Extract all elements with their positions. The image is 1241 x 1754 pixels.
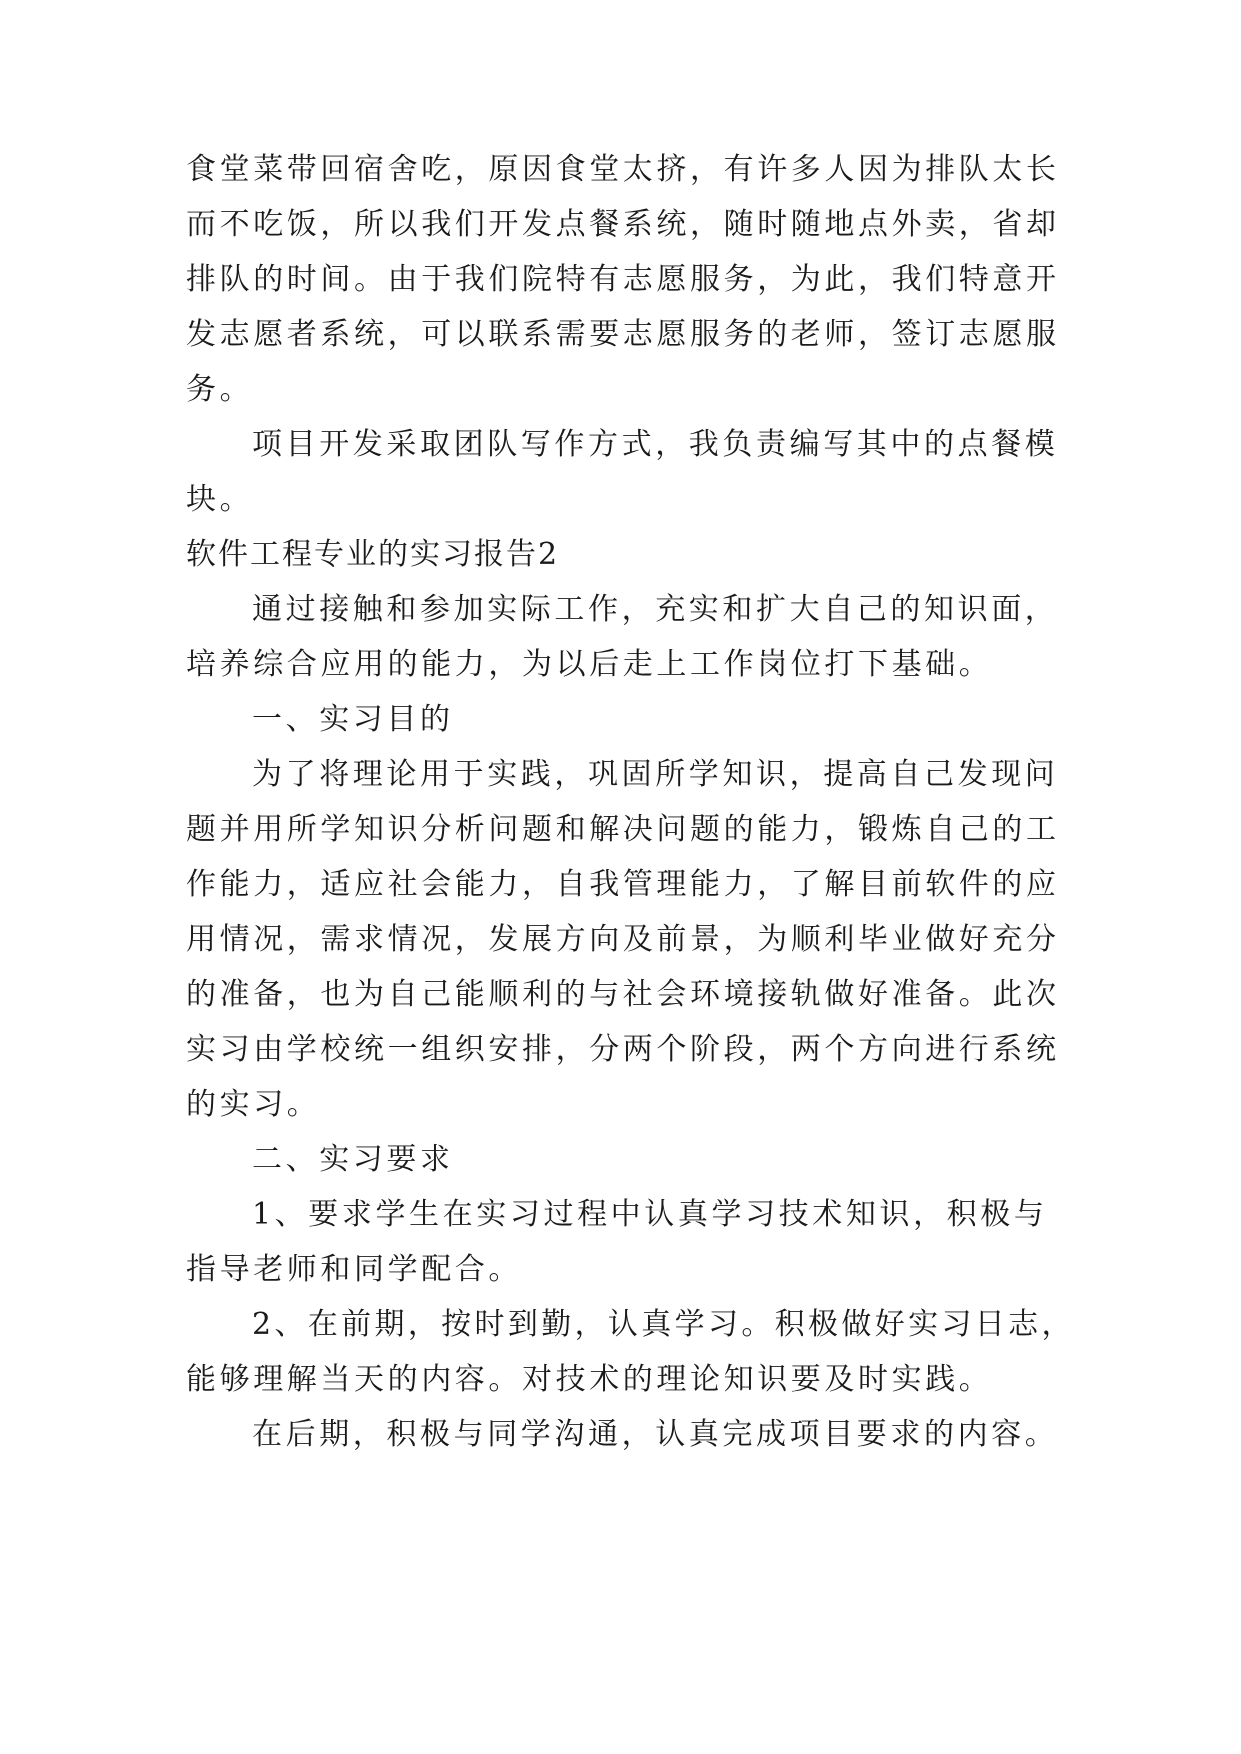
body-text-line: 而不吃饭，所以我们开发点餐系统，随时随地点外卖，省却: [186, 207, 1060, 242]
section-heading: 一、实习目的: [252, 702, 454, 737]
section-heading: 二、实习要求: [252, 1142, 454, 1177]
body-text-line: 1、要求学生在实习过程中认真学习技术知识，积极与: [252, 1197, 1048, 1232]
body-text-line: 培养综合应用的能力，为以后走上工作岗位打下基础。: [186, 647, 993, 682]
body-text-line: 作能力，适应社会能力，自我管理能力，了解目前软件的应: [186, 867, 1060, 902]
body-text-line: 能够理解当天的内容。对技术的理论知识要及时实践。: [186, 1362, 993, 1397]
body-text-line: 发志愿者系统，可以联系需要志愿服务的老师，签订志愿服: [186, 317, 1060, 352]
body-text-line: 在后期，积极与同学沟通，认真完成项目要求的内容。: [252, 1417, 1059, 1452]
body-text-line: 的实习。: [186, 1087, 321, 1122]
body-text-line: 为了将理论用于实践，巩固所学知识，提高自己发现问: [252, 757, 1059, 792]
body-text-line: 通过接触和参加实际工作，充实和扩大自己的知识面，: [252, 592, 1059, 627]
body-text-line: 题并用所学知识分析问题和解决问题的能力，锻炼自己的工: [186, 812, 1060, 847]
body-text-line: 用情况，需求情况，发展方向及前景，为顺利毕业做好充分: [186, 922, 1060, 957]
body-text-line: 块。: [186, 482, 254, 517]
body-text-line: 指导老师和同学配合。: [186, 1252, 522, 1287]
body-text-line: 排队的时间。由于我们院特有志愿服务，为此，我们特意开: [186, 262, 1060, 297]
body-text-line: 实习由学校统一组织安排，分两个阶段，两个方向进行系统: [186, 1032, 1060, 1067]
section-title: 软件工程专业的实习报告2: [186, 537, 560, 572]
body-text-line: 2、在前期，按时到勤，认真学习。积极做好实习日志，: [252, 1307, 1075, 1342]
body-text-line: 务。: [186, 372, 254, 407]
body-text-line: 项目开发采取团队写作方式，我负责编写其中的点餐模: [252, 427, 1059, 462]
body-text-line: 食堂菜带回宿舍吃，原因食堂太挤，有许多人因为排队太长: [186, 152, 1060, 187]
body-text-line: 的准备，也为自己能顺利的与社会环境接轨做好准备。此次: [186, 977, 1060, 1012]
